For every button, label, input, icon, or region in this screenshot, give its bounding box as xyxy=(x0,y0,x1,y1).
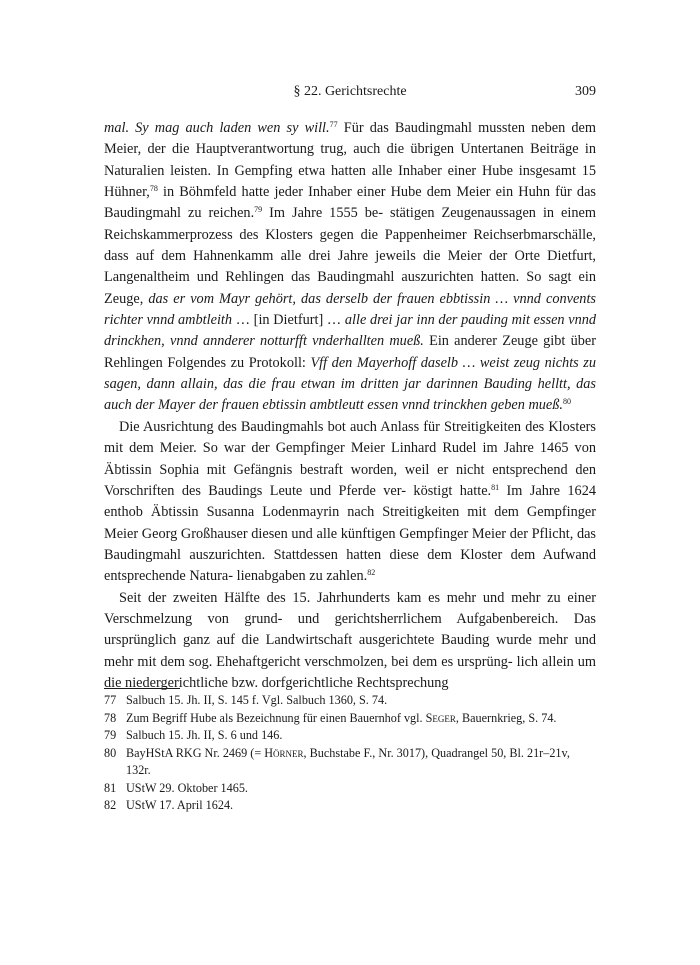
paragraph xyxy=(104,118,596,417)
quoted-text: Vff den Mayerhoff daselb … weist zeug xyxy=(310,354,541,371)
footnote-text xyxy=(126,797,596,815)
text-run: Im Jahre 1624 enthob Äbtissin Susanna Lodenmayrin nach xyxy=(104,482,597,521)
paragraph xyxy=(104,588,596,695)
quoted-text: alle drei jar inn der pauding mit essen vnnd drinckhen, xyxy=(104,312,597,350)
footnote-text xyxy=(126,780,596,798)
quoted-text: das er vom Mayr gehört, xyxy=(148,290,296,307)
footnote-number: 78 xyxy=(104,710,117,725)
quoted-text: mal. Sy mag auch laden wen sy will. xyxy=(104,120,330,136)
text-run: Streitigkeiten mit dem Gempfinger Meier Georg Großhauser diesen und xyxy=(104,504,596,542)
page-number: 309 xyxy=(575,84,596,99)
footnote-ref: 78 xyxy=(149,184,158,194)
author-name: Hörner xyxy=(264,745,304,760)
text-run: stätigen Zeugenaussagen in einem Reichskammerprozess des Klosters gegen xyxy=(104,205,596,243)
text-run: Für das Baudingmahl mussten neben xyxy=(337,120,566,136)
paragraph xyxy=(104,417,596,588)
text-run: Seit der zweiten Hälfte des 15. Jahrhunderts kam es mehr und mehr zu xyxy=(119,589,561,606)
text-run: , Bauernkrieg, xyxy=(455,710,526,725)
running-title: § 22. Gerichtsrechte xyxy=(293,84,407,99)
text-run: Bl. 21r–21v, 132r. xyxy=(126,745,570,777)
text-run: in Böhmfeld hatte jeder Inhaber einer Hube xyxy=(157,184,422,201)
text-run: ursprünglich ganz auf die Landwirtschaft ausgerichtete Bauding wurde mehr xyxy=(104,632,568,649)
quoted-text: vnnd annderer notturfft vnderhallten mueß. xyxy=(169,333,424,350)
footnotes xyxy=(104,692,596,815)
quoted-text: trinckhen geben mueß. xyxy=(433,397,563,414)
text-run: UStW 29. Oktober 1465. xyxy=(126,780,248,795)
text-run: alle künftigen Gempfinger Meier der Pflicht, das Baudingmahl auszurichten. xyxy=(104,525,596,563)
text-run: köstigt hatte. xyxy=(413,482,492,499)
text-run: Im Jahre 1555 be- xyxy=(262,205,384,222)
text-run: des Klosters mit dem Meier. So war der Gempfinger Meier Linhard Rudel xyxy=(104,418,596,457)
text-run: BayHStA RKG Nr. 2469 (= xyxy=(126,745,265,760)
text-run: lich allein um die niedergerichtliche bzw. dorfgerichtliche Rechtsprechung xyxy=(104,653,596,691)
quoted-text: Bauding helltt, das auch der Mayer der frauen ebtissin ambtleutt essen vnnd xyxy=(104,376,596,414)
footnote-ref: 80 xyxy=(563,397,571,407)
text-run: Hube insgesamt 15 Hühner, xyxy=(104,162,597,201)
text-run: Salbuch 15. Jh. II, S. 145 f. Vgl. Salbuch 1360, S. 74. xyxy=(126,693,388,707)
text-run: Stattdessen hatten diese dem Kloster dem Aufwand entsprechende Natura- xyxy=(104,546,597,585)
text-run: und mehr mit dem sog. Ehehaftgericht verschmolzen, bei dem es ursprüng- xyxy=(104,632,597,670)
footnote-ref: 81 xyxy=(491,482,500,492)
text-run: UStW 17. April 1624. xyxy=(126,798,234,812)
footnote-number: 80 xyxy=(104,745,117,760)
footnote xyxy=(104,797,596,815)
footnote xyxy=(104,727,596,745)
text-run: dem Meier, der die Hauptverantwortung trug, auch die übrigen Untertanen xyxy=(104,120,596,158)
text-run: nicht entsprechend den Vorschriften des Baudings Leute und Pferde ver- xyxy=(104,461,597,499)
quoted-text: nichts zu sagen, dann allain, das die frau etwan im dritten jar darinnen xyxy=(104,354,597,393)
footnote-text xyxy=(126,692,596,710)
footnote xyxy=(104,692,596,710)
text-run: dem Meier ein Huhn für das Baudingmahl zu reichen. xyxy=(104,184,596,222)
footnote-ref: 77 xyxy=(329,120,338,129)
quoted-text: das derselb der frauen ebbtissin … vnnd convents richter vnnd ambtleith xyxy=(104,290,596,329)
footnote-ref: 82 xyxy=(367,568,376,578)
footnote-number: 82 xyxy=(104,798,117,812)
text-run: Jahre jeweils die Meier der Orte Dietfurt, Langenaltheim und Rehlingen das xyxy=(104,248,597,286)
text-run: , Buchstabe F., Nr. 3017), Quadrangel 50, xyxy=(303,745,507,760)
author-name: Seger xyxy=(425,710,456,725)
text-run: im Jahre 1465 von Äbtissin Sophia mit Gefängnis bestraft worden, weil er xyxy=(104,440,596,478)
text-run: Rehlingen Folgendes zu Protokoll: xyxy=(104,354,311,371)
text-run: … [in Dietfurt] … xyxy=(235,312,345,329)
text-run: einer Verschmelzung von grund- und gerichtsherrlichem Aufgabenbereich. Das xyxy=(104,589,596,627)
footnote-number: 81 xyxy=(104,780,117,795)
footnote xyxy=(104,780,596,798)
text-run: Zum Begriff Hube als Bezeichnung für einen Bauernhof vgl. xyxy=(126,710,426,725)
text-run: die Pappenheimer Reichserbmarschälle, dass auf dem Hahnenkamm alle drei xyxy=(104,226,597,265)
footnote-ref: 79 xyxy=(254,205,263,215)
text-run: S. 74. xyxy=(528,710,557,725)
footnote xyxy=(104,745,596,780)
footnote-text xyxy=(126,727,596,745)
body-text xyxy=(104,118,596,694)
running-head xyxy=(104,84,596,106)
footnote-text xyxy=(126,710,596,728)
text-run: lienabgaben zu zahlen. xyxy=(236,568,368,585)
footnote-text xyxy=(126,745,596,780)
footnote-number: 77 xyxy=(104,693,117,707)
footnote-number: 79 xyxy=(104,728,117,742)
text-run: Baudingmahl auszurichten hatten. So sagt ein Zeuge, xyxy=(104,269,596,307)
text-run: Salbuch 15. Jh. II, S. 6 und 146. xyxy=(126,728,283,742)
text-run: Ein anderer Zeuge gibt über xyxy=(423,333,597,350)
footnote xyxy=(104,710,596,728)
text-run: Die Ausrichtung des Baudingmahls bot auch Anlass für Streitigkeiten xyxy=(119,418,522,435)
text-run: Beiträge in Naturalien leisten. In Gempfing etwa hatten alle Inhaber einer xyxy=(104,141,597,179)
footnote-separator xyxy=(104,688,180,689)
